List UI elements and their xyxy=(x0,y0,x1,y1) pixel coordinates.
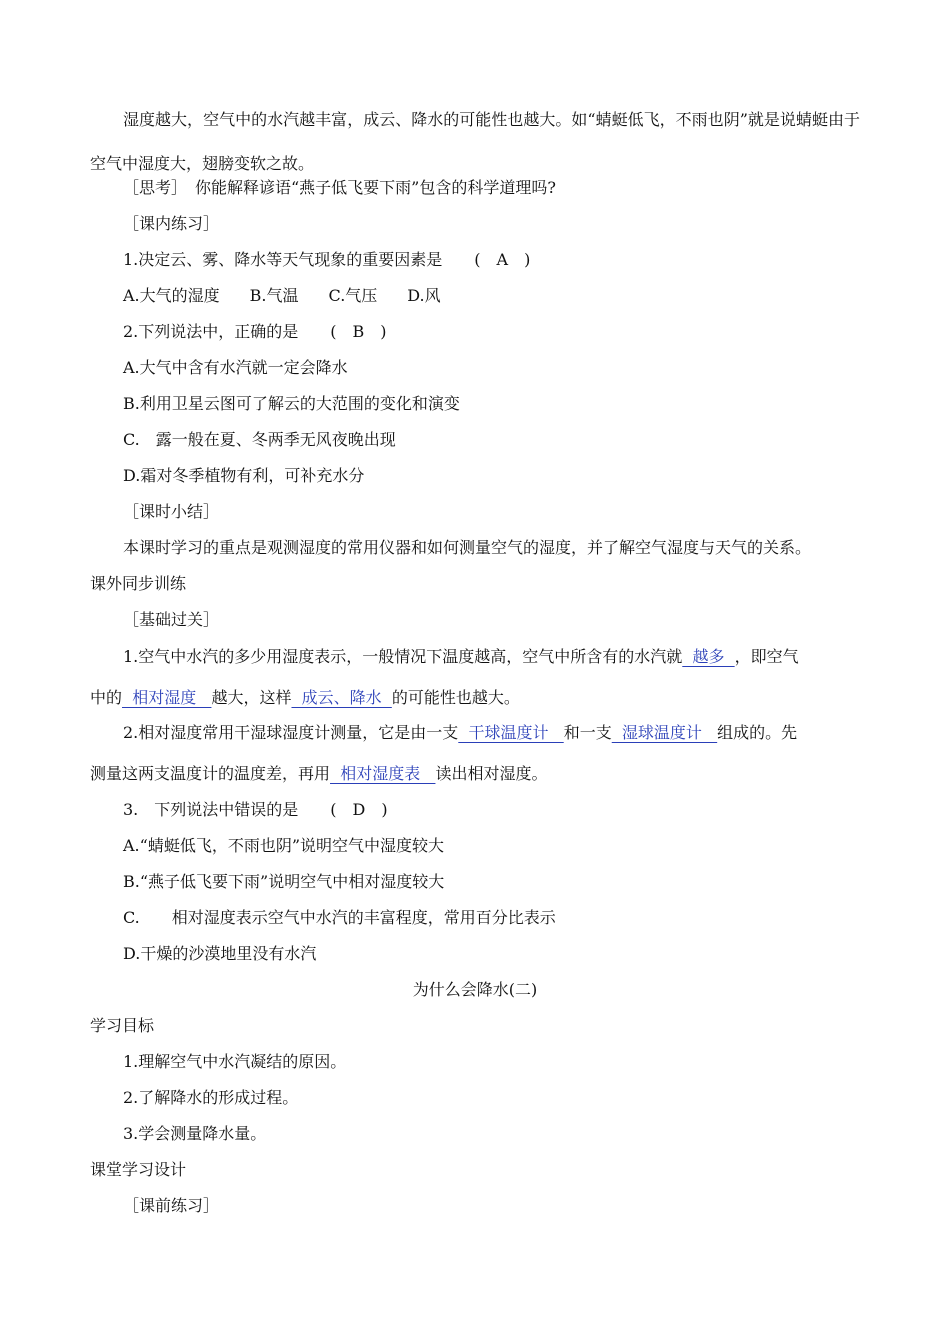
pre-exercise-heading: ［课前练习］ xyxy=(123,1196,220,1215)
q2-text-c: 组成的。先 xyxy=(717,723,798,742)
goal-item: 1.理解空气中水汽凝结的原因。 xyxy=(123,1052,347,1071)
answer-blank: 相对湿度表 xyxy=(330,764,436,783)
answer-blank: 成云、降水 xyxy=(291,688,392,707)
answer-blank: 越多 xyxy=(682,647,735,666)
q1-text-d: 越大，这样 xyxy=(211,688,292,707)
goals-heading: 学习目标 xyxy=(90,1016,155,1035)
classwork-heading: ［课内练习］ xyxy=(123,214,220,233)
question-1-options xyxy=(123,285,441,307)
fill-question-1-line-1 xyxy=(123,646,799,668)
goal-item: 2.了解降水的形成过程。 xyxy=(123,1088,299,1107)
q1-text-b: ，即空气 xyxy=(734,647,799,666)
summary-text: 本课时学习的重点是观测湿度的常用仪器和如何测量空气的湿度，并了解空气湿度与天气的关系。 xyxy=(123,538,812,557)
lesson-title: 为什么会降水(二) xyxy=(412,980,538,999)
q2-text-b: 和一支 xyxy=(563,723,612,742)
question-3-option-b: B.“燕子低飞要下雨”说明空气中相对湿度较大 xyxy=(123,872,445,891)
answer-blank: 干球温度计 xyxy=(458,723,564,742)
question-2-option-b: B.利用卫星云图可了解云的大范围的变化和演变 xyxy=(123,394,460,413)
summary-heading: ［课时小结］ xyxy=(123,502,220,521)
question-1: 1.决定云、雾、降水等天气现象的重要因素是 ( A ) xyxy=(123,250,531,269)
q2-text-d: 测量这两支温度计的温度差，再用 xyxy=(90,764,331,783)
q1-text-a: 1.空气中水汽的多少用湿度表示，一般情况下温度越高，空气中所含有的水汽就 xyxy=(123,647,683,666)
q2-text-e: 读出相对湿度。 xyxy=(435,764,548,783)
answer-blank: 湿球温度计 xyxy=(611,723,718,742)
q1-text-c: 中的 xyxy=(90,688,123,707)
q1-text-e: 的可能性也越大。 xyxy=(391,688,520,707)
question-2: 2.下列说法中，正确的是 ( B ) xyxy=(123,322,387,341)
q2-text-a: 2.相对湿度常用干湿球湿度计测量，它是由一支 xyxy=(123,723,459,742)
answer-blank: 相对湿度 xyxy=(122,688,212,707)
design-heading: 课堂学习设计 xyxy=(90,1160,187,1179)
question-2-option-d: D.霜对冬季植物有利，可补充水分 xyxy=(123,466,365,485)
option-b: B.气温 xyxy=(249,286,299,305)
intro-text: 湿度越大，空气中的水汽越丰富，成云、降水的可能性也越大。如“蜻蜓低飞，不雨也阴”就是说蜻蜓由于空气中湿度大，翅膀变软之故。 xyxy=(90,110,860,173)
fill-question-1-line-2 xyxy=(90,687,520,709)
option-c: C.气压 xyxy=(328,286,378,305)
question-3-option-c: C. 相对湿度表示空气中水汽的丰富程度，常用百分比表示 xyxy=(123,908,556,927)
intro-paragraph xyxy=(90,98,860,186)
question-2-option-c: C. 露一般在夏、冬两季无风夜晚出现 xyxy=(123,430,396,449)
option-a: A.大气的湿度 xyxy=(123,286,220,305)
goal-item: 3.学会测量降水量。 xyxy=(123,1124,267,1143)
fill-question-2-line-2 xyxy=(90,763,547,785)
fill-question-2-line-1 xyxy=(123,722,797,744)
question-3-option-d: D.干燥的沙漠地里没有水汽 xyxy=(123,944,317,963)
option-d: D.风 xyxy=(407,286,441,305)
think-prompt: ［思考］ 你能解释谚语“燕子低飞要下雨”包含的科学道理吗? xyxy=(123,178,556,197)
question-2-option-a: A.大气中含有水汽就一定会降水 xyxy=(123,358,348,377)
basics-heading: ［基础过关］ xyxy=(123,610,220,629)
homework-section-title: 课外同步训练 xyxy=(90,574,187,593)
question-3-option-a: A.“蜻蜓低飞，不雨也阴”说明空气中湿度较大 xyxy=(123,836,445,855)
question-3: 3. 下列说法中错误的是 ( D ) xyxy=(123,800,388,819)
